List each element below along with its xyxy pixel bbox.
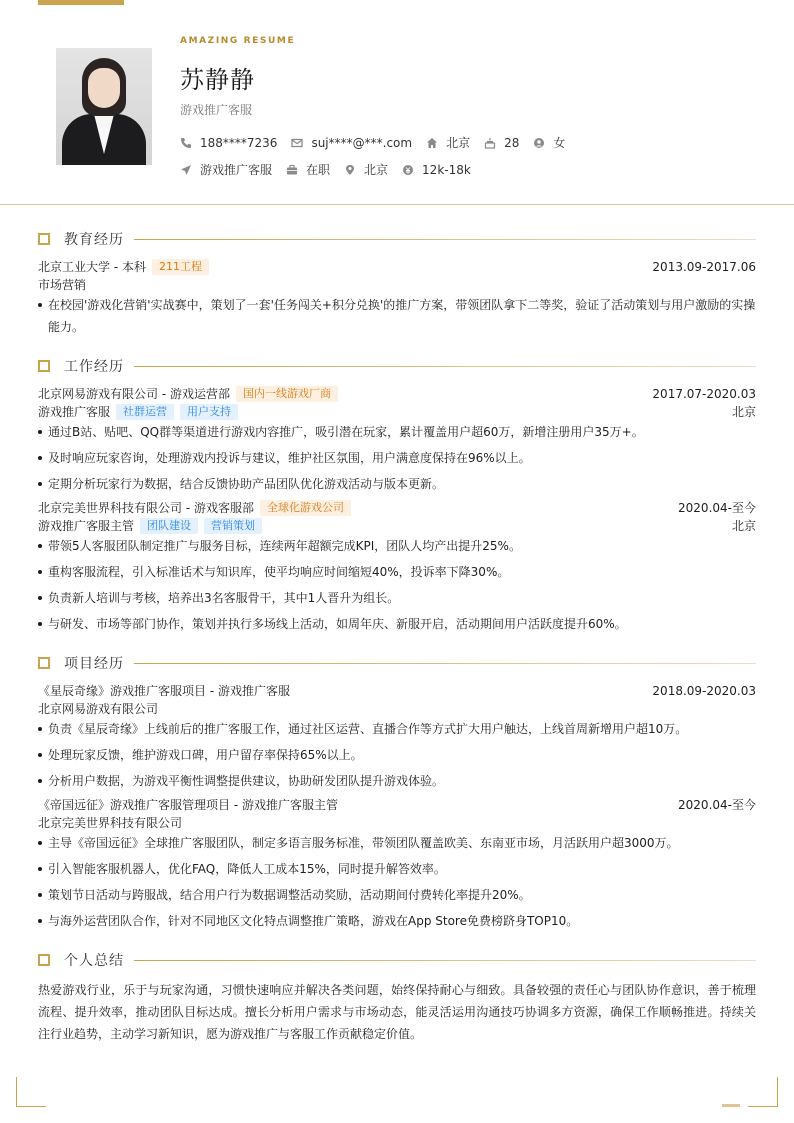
project-date: 2018.09-2020.03 bbox=[652, 684, 756, 698]
company-name: 北京完美世界科技有限公司 - 游戏客服部 bbox=[38, 501, 254, 515]
section-work bbox=[38, 356, 756, 376]
work-role-row bbox=[38, 517, 756, 535]
role-name: 游戏推广客服 bbox=[38, 405, 111, 419]
list-item: 引入智能客服机器人，优化FAQ，降低人工成本15%，同时提升解答效率。 bbox=[38, 858, 756, 880]
school-name: 北京工业大学 - 本科 bbox=[38, 260, 146, 274]
corner-decoration bbox=[748, 1077, 778, 1107]
education-major: 市场营销 bbox=[38, 278, 87, 292]
candidate-title: 游戏推广客服 bbox=[180, 103, 253, 117]
money-icon bbox=[402, 164, 414, 176]
list-item: 通过B站、贴吧、QQ群等渠道进行游戏内容推广，吸引潜在玩家，累计覆盖用户超60万，新增注册用户35万+。 bbox=[38, 421, 756, 443]
intent-info bbox=[180, 161, 272, 178]
phone-info bbox=[180, 136, 277, 150]
skill-tag: 用户支持 bbox=[180, 404, 238, 420]
intent-text: 游戏推广客服 bbox=[200, 163, 273, 177]
age-text: 28 bbox=[504, 135, 520, 150]
company-tag: 全球化游戏公司 bbox=[260, 500, 351, 516]
gender-info bbox=[533, 134, 565, 151]
project-company: 北京网易游戏有限公司 bbox=[38, 702, 159, 716]
education-date: 2013.09-2017.06 bbox=[652, 260, 756, 274]
list-item: 分析用户数据，为游戏平衡性调整提供建议，协助研发团队提升游戏体验。 bbox=[38, 770, 756, 792]
work-company-row bbox=[38, 499, 756, 517]
education-row bbox=[38, 258, 756, 276]
list-item: 主导《帝国远征》全球推广客服团队，制定多语言服务标准，带领团队覆盖欧美、东南亚市场，月活跃用户超3000万。 bbox=[38, 832, 756, 854]
city-text: 北京 bbox=[364, 163, 389, 177]
company-name: 北京网易游戏有限公司 - 游戏运营部 bbox=[38, 387, 230, 401]
corner-decoration bbox=[16, 1077, 46, 1107]
list-item: 与海外运营团队合作，针对不同地区文化特点调整推广策略，游戏在App Store免费榜跻身TOP10。 bbox=[38, 910, 756, 932]
list-item: 策划节日活动与跨服战，结合用户行为数据调整活动奖励，活动期间付费转化率提升20%。 bbox=[38, 884, 756, 906]
project-company-row bbox=[38, 814, 756, 832]
skill-tag: 团队建设 bbox=[140, 518, 198, 534]
project-company-row bbox=[38, 700, 756, 718]
project-row bbox=[38, 682, 756, 700]
skill-tag: 营销策划 bbox=[204, 518, 262, 534]
list-item: 负责《星辰奇缘》上线前后的推广客服工作，通过社区运营、直播合作等方式扩大用户触达，上线首周新增用户超10万。 bbox=[38, 718, 756, 740]
gender-text: 女 bbox=[553, 136, 566, 150]
work-date: 2017.07-2020.03 bbox=[652, 387, 756, 401]
skill-tag: 社群运营 bbox=[116, 404, 174, 420]
section-square-icon bbox=[38, 657, 50, 669]
section-square-icon bbox=[38, 954, 50, 966]
work-company-row bbox=[38, 385, 756, 403]
section-title: 个人总结 bbox=[64, 953, 124, 969]
list-item: 与研发、市场等部门协作，策划并执行多场线上活动，如周年庆、新服开启，活动期间用户活跃度提升60%。 bbox=[38, 613, 756, 635]
section-square-icon bbox=[38, 233, 50, 245]
email-info bbox=[291, 136, 412, 150]
section-education bbox=[38, 229, 756, 249]
work-location: 北京 bbox=[731, 405, 756, 419]
location-icon bbox=[344, 164, 356, 176]
contact-row bbox=[180, 134, 579, 151]
project-row bbox=[38, 796, 756, 814]
work-date: 2020.04-至今 bbox=[678, 501, 756, 515]
salary-info bbox=[402, 163, 471, 177]
status-text: 在职 bbox=[306, 163, 331, 177]
project-date: 2020.04-至今 bbox=[678, 798, 756, 812]
summary-text: 热爱游戏行业，乐于与玩家沟通，习惯快速响应并解决各类问题，始终保持耐心与细致。具备较强的责任心与团队协作意识，善于梳理流程、提升效率，推动团队目标达成。擅长分析用户需求与市场动态，能灵活运用沟通技巧协调多方资源，确保工作顺畅推进。持续关注行业趋势，主动学习新知识，愿为游戏推广与客服工作贡献稳定价值。 bbox=[38, 983, 756, 1041]
candidate-name: 苏静静 bbox=[180, 66, 255, 94]
education-major-row bbox=[38, 276, 756, 294]
resume-header bbox=[0, 0, 794, 205]
list-item: 处理玩家反馈，维护游戏口碑，用户留存率保持65%以上。 bbox=[38, 744, 756, 766]
list-item: 定期分析玩家行为数据，结合反馈协助产品团队优化游戏活动与版本更新。 bbox=[38, 473, 756, 495]
project-company: 北京完美世界科技有限公司 bbox=[38, 816, 183, 830]
intent-row bbox=[180, 161, 485, 178]
list-item: 负责新人培训与考核，培养出3名客服骨干，其中1人晋升为组长。 bbox=[38, 587, 756, 609]
phone-text: 188****7236 bbox=[200, 135, 278, 150]
send-icon bbox=[180, 164, 192, 176]
user-icon bbox=[533, 137, 545, 149]
work-location: 北京 bbox=[731, 519, 756, 533]
status-info bbox=[286, 161, 330, 178]
mail-icon bbox=[291, 137, 303, 149]
school-tag: 211工程 bbox=[152, 259, 209, 275]
section-projects bbox=[38, 653, 756, 673]
home-text: 北京 bbox=[446, 136, 471, 150]
briefcase-icon bbox=[286, 164, 298, 176]
project-name: 《星辰奇缘》游戏推广客服项目 - 游戏推广客服 bbox=[38, 684, 290, 698]
age-info bbox=[484, 136, 519, 150]
company-tag: 国内一线游戏厂商 bbox=[236, 386, 338, 402]
home-icon bbox=[426, 137, 438, 149]
section-summary bbox=[38, 950, 756, 970]
phone-icon bbox=[180, 137, 192, 149]
section-title: 项目经历 bbox=[64, 656, 124, 672]
home-info bbox=[426, 134, 470, 151]
resume-tagline: AMAZING RESUME bbox=[180, 36, 296, 46]
section-title: 教育经历 bbox=[64, 232, 124, 248]
work-role-row bbox=[38, 403, 756, 421]
footer-accent bbox=[722, 1104, 740, 1107]
role-name: 游戏推广客服主管 bbox=[38, 519, 135, 533]
cake-icon bbox=[484, 137, 496, 149]
section-square-icon bbox=[38, 360, 50, 372]
list-item: 在校园'游戏化营销'实战赛中，策划了一套'任务闯关+积分兑换'的推广方案，带领团队拿下二等奖，验证了活动策划与用户激励的实操能力。 bbox=[38, 294, 756, 338]
section-title: 工作经历 bbox=[64, 359, 124, 375]
list-item: 带领5人客服团队制定推广与服务目标，连续两年超额完成KPI，团队人均产出提升25%。 bbox=[38, 535, 756, 557]
salary-text: 12k-18k bbox=[422, 162, 471, 177]
list-item: 重构客服流程，引入标准话术与知识库，使平均响应时间缩短40%，投诉率下降30%。 bbox=[38, 561, 756, 583]
profile-photo bbox=[56, 48, 152, 165]
list-item: 及时响应玩家咨询，处理游戏内投诉与建议，维护社区氛围，用户满意度保持在96%以上。 bbox=[38, 447, 756, 469]
project-name: 《帝国远征》游戏推广客服管理项目 - 游戏推广客服主管 bbox=[38, 798, 338, 812]
city-info bbox=[344, 161, 388, 178]
email-text: suj****@***.com bbox=[311, 135, 413, 150]
